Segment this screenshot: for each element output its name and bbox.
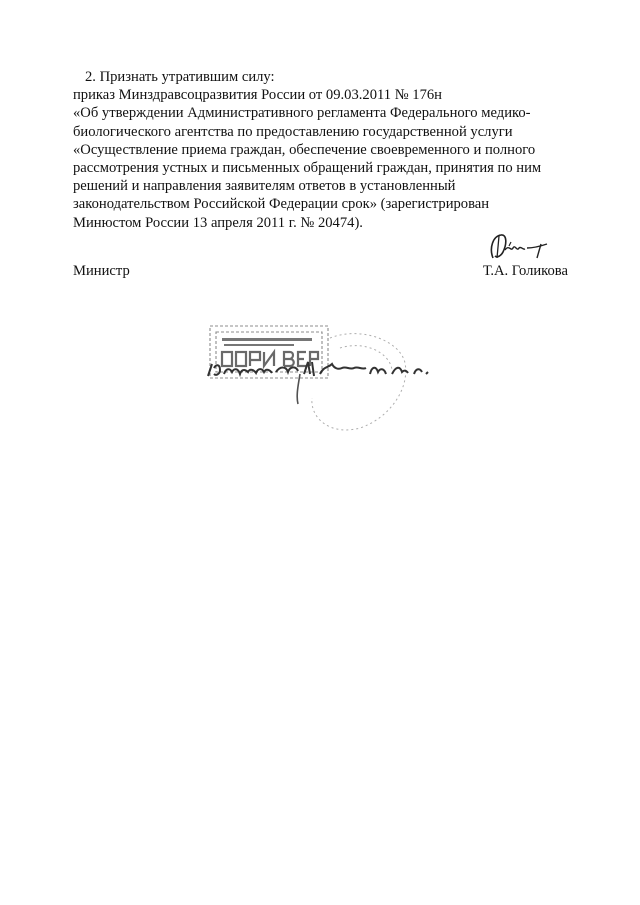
- signatory-title: Министр: [73, 263, 130, 279]
- certification-stamp: [200, 318, 440, 448]
- signatory-name: Т.А. Голикова: [482, 263, 568, 279]
- document-body: [73, 68, 570, 232]
- item-heading: 2. Признать утратившим силу:: [85, 69, 275, 85]
- stamp-lettering: [222, 352, 318, 366]
- item-text: приказ Минздравсоцразвития России от 09.03.2011 № 176н «Об утверждении Административного регламента Федерального медико- биологического агентства по предоставлению государственной услуги «Осуществление приема граждан, обеспечение своевременного и полного рассмотрения устных и письменных обращений граждан, принятия по ним решений и направления заявителям ответов в установленный законодательством Российской Федерации срок» (зарегистрирован Минюстом России 13 апреля 2011 г. № 20474).: [73, 87, 542, 231]
